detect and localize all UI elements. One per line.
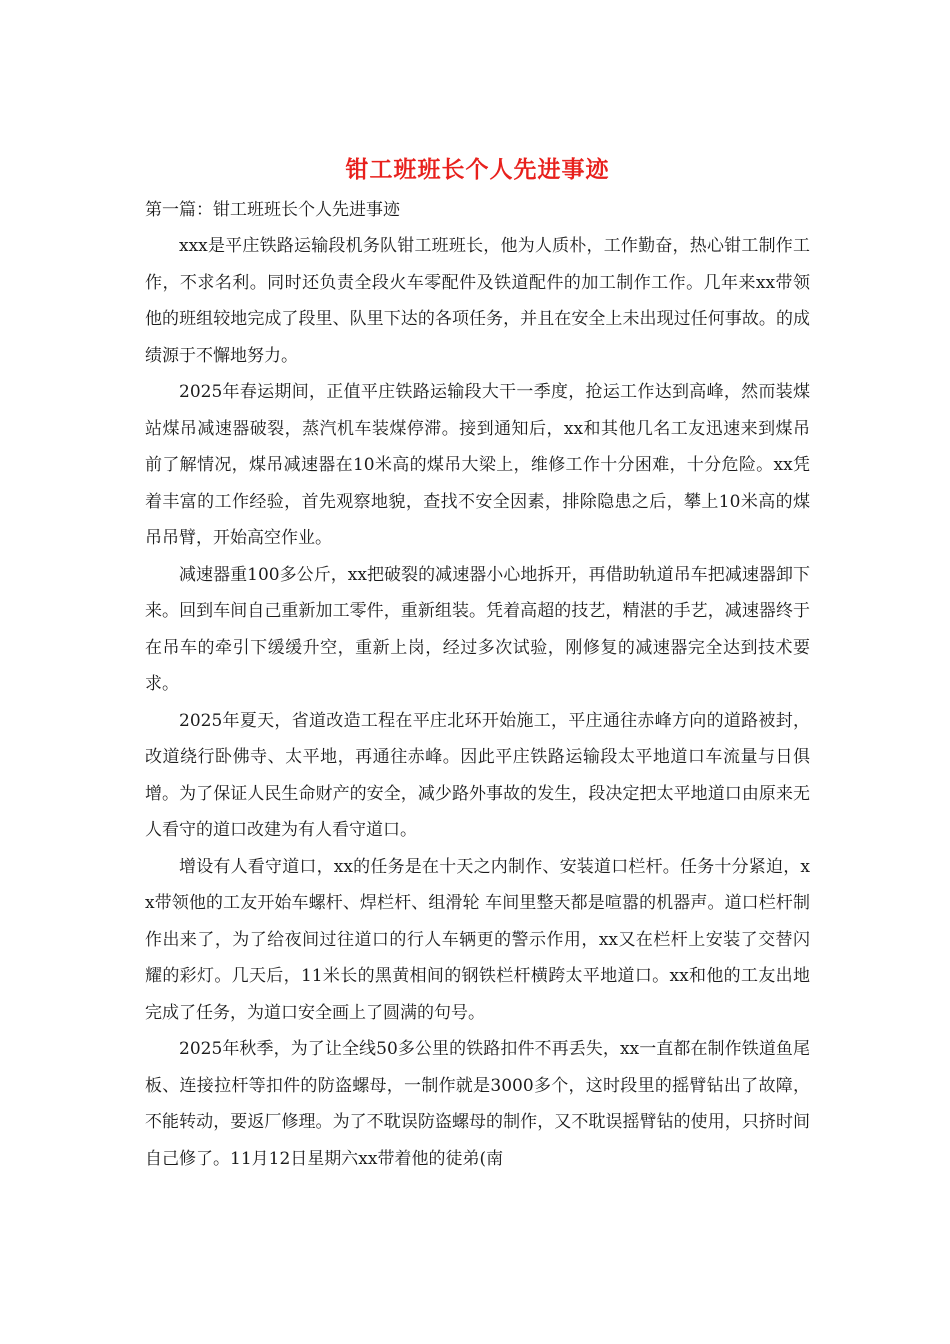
section-heading: 第一篇：钳工班班长个人先进事迹 [145,200,400,220]
paragraph-spring-rush: 2025年春运期间，正值平庄铁路运输段大干一季度，抢运工作达到高峰，然而装煤站煤吊减速器破裂，蒸汽机车装煤停滞。接到通知后，xx和其他几名工友迅速来到煤吊前了解情况，煤吊减速器在10米高的煤吊大梁上，维修工作十分困难，十分危险。xx凭着丰富的工作经验，首先观察地貌，查找不安全因素，排除隐患之后，攀上10米高的煤吊吊臂，开始高空作业。 [145,382,810,548]
paragraph-reducer-repair: 减速器重100多公斤，xx把破裂的减速器小心地拆开，再借助轨道吊车把减速器卸下来。回到车间自己重新加工零件，重新组装。凭着高超的技艺，精湛的手艺，减速器终于在吊车的牵引下缓缓升空，重新上岗，经过多次试验，刚修复的减速器完全达到技术要求。 [145,564,810,694]
paragraph-crossing-barrier: 增设有人看守道口，xx的任务是在十天之内制作、安装道口栏杆。任务十分紧迫，xx带领他的工友开始车螺杆、焊栏杆、组滑轮 车间里整天都是喧嚣的机器声。道口栏杆制作出来了，为了给夜间过往道口的行人车辆更的警示作用，xx又在栏杆上安装了交替闪耀的彩灯。几天后，11米长的黑黄相间的钢铁栏杆横跨太平地道口。xx和他的工友出地完成了任务，为道口安全画上了圆满的句号。 [145,856,810,1023]
document-body [145,150,810,1177]
paragraph-intro: xxx是平庄铁路运输段机务队钳工班班长，他为人质朴，工作勤奋，热心钳工制作工作，不求名利。同时还负责全段火车零配件及铁道配件的加工制作工作。几年来xx带领他的班组较地完成了段里、队里下达的各项任务，并且在安全上未出现过任何事故。的成绩源于不懈地努力。 [145,236,810,366]
document-title: 钳工班班长个人先进事迹 [345,156,610,183]
paragraph-summer-road: 2025年夏天，省道改造工程在平庄北环开始施工，平庄通往赤峰方向的道路被封，改道绕行卧佛寺、太平地，再通往赤峰。因此平庄铁路运输段太平地道口车流量与日俱增。为了保证人民生命财产的安全，减少路外事故的发生，段决定把太平地道口由原来无人看守的道口改建为有人看守道口。 [145,710,810,840]
paragraph-autumn-nuts: 2025年秋季，为了让全线50多公里的铁路扣件不再丢失，xx一直都在制作铁道鱼尾板、连接拉杆等扣件的防盗螺母，一制作就是3000多个，这时段里的摇臂钻出了故障，不能转动，要返厂修理。为了不耽误防盗螺母的制作，又不耽误摇臂钻的使用，只挤时间自己修了。11月12日星期六xx带着他的徒弟(南 [145,1039,810,1169]
